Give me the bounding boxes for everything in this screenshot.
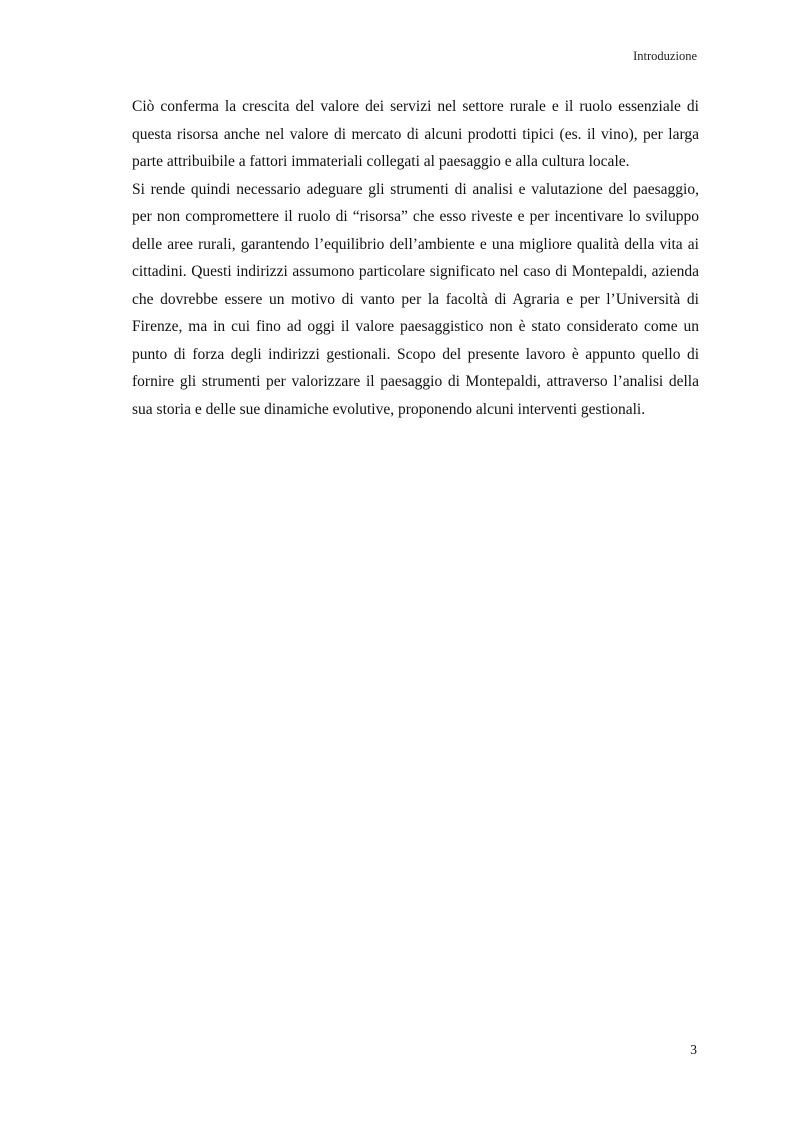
running-header-section-title: Introduzione — [633, 49, 697, 63]
paragraph-1: Ciò conferma la crescita del valore dei servizi nel settore rurale e il ruolo essenziale di questa risorsa anche nel valore di mercato di alcuni prodotti tipici (es. il vino), per larga parte attribuibile a fattori immateriali collegati al paesaggio e alla cultura locale. — [132, 98, 699, 170]
body-text — [132, 93, 699, 423]
page-number: 3 — [690, 1042, 697, 1057]
paragraph-2: Si rende quindi necessario adeguare gli strumenti di analisi e valutazione del paesaggio, per non compromettere il ruolo di “risorsa” che esso riveste e per incentivare lo sviluppo delle aree rurali, garantendo l’equilibrio dell’ambiente e una migliore qualità della vita ai cittadini. Questi indirizzi assumono particolare significato nel caso di Montepaldi, azienda che dovrebbe essere un motivo di vanto per la facoltà di Agraria e per l’Università di Firenze, ma in cui fino ad oggi il valore paesaggistico non è stato considerato come un punto di forza degli indirizzi gestionali. Scopo del presente lavoro è appunto quello di fornire gli strumenti per valorizzare il paesaggio di Montepaldi, attraverso l’analisi della sua storia e delle sue dinamiche evolutive, proponendo alcuni interventi gestionali. — [132, 180, 699, 418]
